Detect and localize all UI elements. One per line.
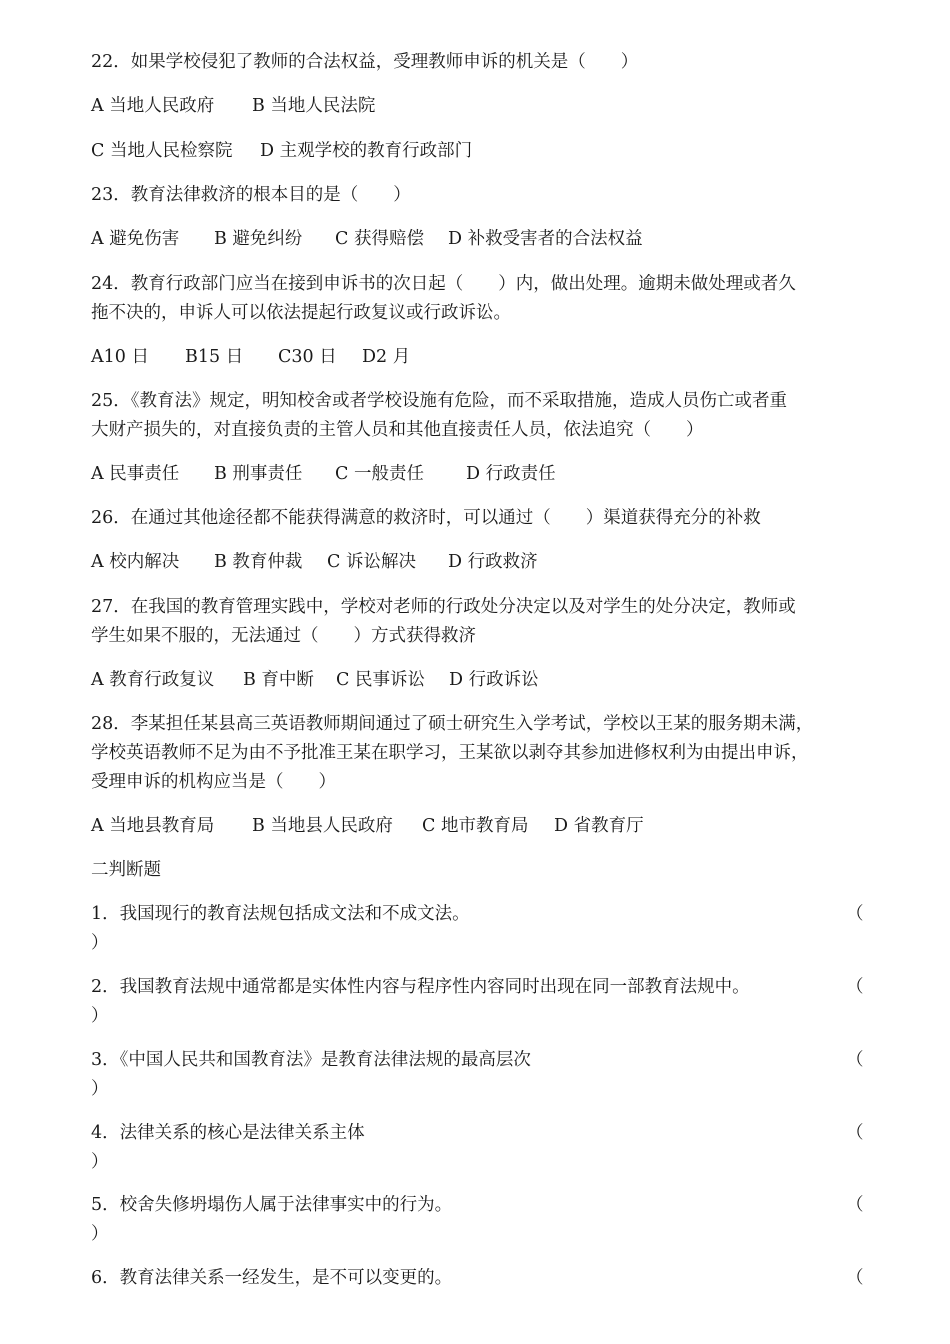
- judge-item-text: 3．《中国人民共和国教育法》是教育法律法规的最高层次: [91, 1050, 531, 1070]
- option-c: C 一般责任: [335, 464, 424, 484]
- question-28-line-3: 受理申诉的机构应当是（ ）: [91, 772, 336, 792]
- option-b: B 当地人民法院: [252, 96, 376, 116]
- option-b: B 育中断: [243, 670, 314, 690]
- judge-item-text: 2．我国教育法规中通常都是实体性内容与程序性内容同时出现在同一部教育法规中。: [91, 977, 750, 997]
- judge-item-6: [91, 1264, 864, 1293]
- answer-paren-open: （: [846, 1050, 864, 1070]
- option-c: C 地市教育局: [422, 816, 529, 836]
- answer-paren-open: （: [846, 1195, 864, 1215]
- answer-paren-close: ）: [91, 1152, 109, 1172]
- answer-paren-open: （: [846, 904, 864, 924]
- question-24-options: [91, 343, 863, 372]
- answer-paren-close: ）: [91, 1079, 109, 1099]
- judge-item-2: [91, 973, 864, 1031]
- question-24-line-2: 拖不决的，申诉人可以依法提起行政复议或行政诉讼。: [91, 303, 511, 323]
- option-d: D 补救受害者的合法权益: [448, 229, 643, 249]
- option-b: B 当地县人民政府: [252, 816, 393, 836]
- option-a: A 当地县教育局: [91, 816, 215, 836]
- question-24-line-1: 24．教育行政部门应当在接到申诉书的次日起（ ）内，做出处理。逾期未做处理或者久: [91, 274, 796, 294]
- answer-paren-open: （: [846, 1268, 864, 1288]
- option-c: C 民事诉讼: [336, 670, 425, 690]
- option-a: A 避免伤害: [91, 229, 180, 249]
- question-27-line-1: 27．在我国的教育管理实践中，学校对老师的行政处分决定以及对学生的处分决定，教师或: [91, 597, 796, 617]
- option-d: D 省教育厅: [554, 816, 644, 836]
- answer-paren-close: ）: [91, 1006, 109, 1026]
- option-d: D 行政救济: [448, 552, 538, 572]
- option-d: D 行政责任: [466, 464, 556, 484]
- question-27-options: [91, 666, 863, 695]
- question-22: 22．如果学校侵犯了教师的合法权益，受理教师申诉的机关是（ ）: [91, 52, 639, 72]
- option-a: A 校内解决: [91, 552, 180, 572]
- judge-item-1: [91, 900, 864, 958]
- answer-paren-close: ）: [91, 933, 109, 953]
- judge-item-text: 4．法律关系的核心是法律关系主体: [91, 1123, 365, 1143]
- option-a: A10 日: [91, 347, 149, 367]
- judge-item-text: 1．我国现行的教育法规包括成文法和不成文法。: [91, 904, 470, 924]
- question-23-options: [91, 225, 863, 254]
- option-a: A 民事责任: [91, 464, 180, 484]
- judge-item-5: [91, 1191, 864, 1249]
- option-a: A 当地人民政府: [91, 96, 215, 116]
- option-c: C 诉讼解决: [327, 552, 416, 572]
- option-b: B 刑事责任: [214, 464, 303, 484]
- option-b: B 避免纠纷: [214, 229, 303, 249]
- judge-item-text: 5．校舍失修坍塌伤人属于法律事实中的行为。: [91, 1195, 453, 1215]
- judge-item-4: [91, 1119, 864, 1177]
- judge-item-text: 6．教育法律关系一经发生，是不可以变更的。: [91, 1268, 453, 1288]
- question-25-line-1: 25．《教育法》规定，明知校舍或者学校设施有危险，而不采取措施，造成人员伤亡或者重: [91, 391, 788, 411]
- option-c: C30 日: [278, 347, 337, 367]
- option-d: D 主观学校的教育行政部门: [260, 141, 473, 161]
- question-25-options: [91, 460, 863, 489]
- question-28-options: [91, 812, 863, 841]
- question-28-line-2: 学校英语教师不足为由不予批准王某在职学习，王某欲以剥夺其参加进修权利为由提出申诉，: [91, 743, 809, 763]
- section-title-judgment: 二判断题: [91, 860, 161, 880]
- answer-paren-open: （: [846, 1123, 864, 1143]
- option-c: C 当地人民检察院: [91, 141, 233, 161]
- option-b: B 教育仲裁: [214, 552, 303, 572]
- question-25-line-2: 大财产损失的，对直接负责的主管人员和其他直接责任人员，依法追究（ ）: [91, 420, 704, 440]
- judge-item-3: [91, 1046, 864, 1104]
- answer-paren-close: ）: [91, 1224, 109, 1244]
- question-28-line-1: 28．李某担任某县高三英语教师期间通过了硕士研究生入学考试，学校以王某的服务期未满，: [91, 714, 814, 734]
- option-b: B15 日: [185, 347, 244, 367]
- option-c: C 获得赔偿: [335, 229, 424, 249]
- option-a: A 教育行政复议: [91, 670, 215, 690]
- question-26: 26．在通过其他途径都不能获得满意的救济时，可以通过（ ）渠道获得充分的补救: [91, 508, 761, 528]
- question-22-options-row-2: [91, 137, 863, 166]
- question-26-options: [91, 548, 863, 577]
- option-d: D2 月: [362, 347, 411, 367]
- question-23: 23．教育法律救济的根本目的是（ ）: [91, 185, 411, 205]
- question-27-line-2: 学生如果不服的，无法通过（ ）方式获得救济: [91, 626, 476, 646]
- answer-paren-open: （: [846, 977, 864, 997]
- question-22-options-row-1: [91, 92, 863, 121]
- option-d: D 行政诉讼: [449, 670, 539, 690]
